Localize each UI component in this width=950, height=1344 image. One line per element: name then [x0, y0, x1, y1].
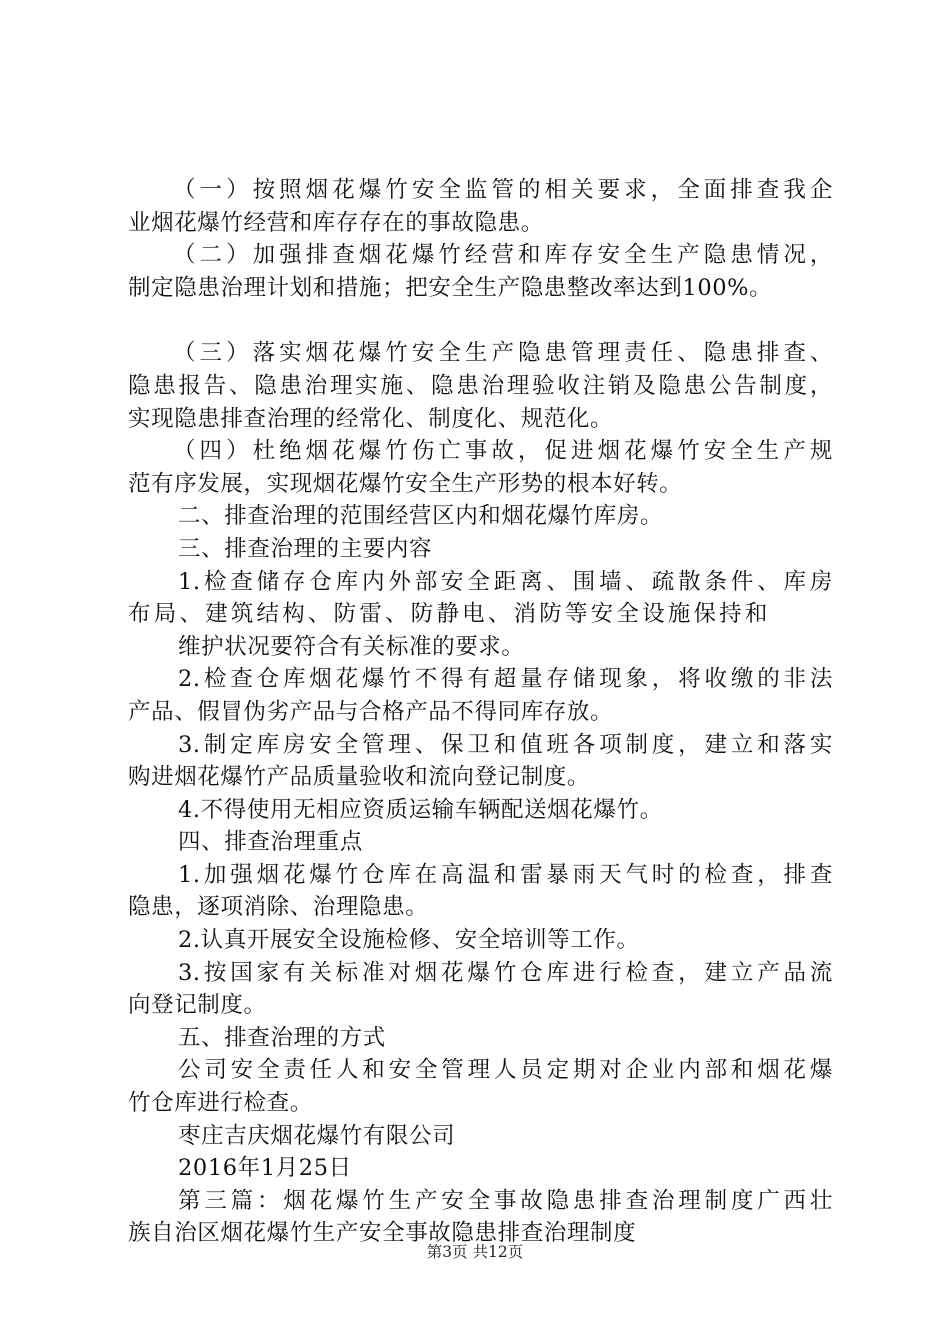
page-number-footer: 第3页 共12页 [426, 1243, 524, 1261]
section-heading: 二、排查治理的范围经营区内和烟花爆竹库房。 [178, 503, 664, 530]
section-heading: 五、排查治理的方式 [178, 1024, 386, 1051]
paragraph-line: 1.检查储存仓库内外部安全距离、围墙、疏散条件、库房 [178, 568, 833, 595]
paragraph-line: 4.不得使用无相应资质运输车辆配送烟花爆竹。 [178, 796, 663, 823]
paragraph-line: 公司安全责任人和安全管理人员定期对企业内部和烟花爆 [178, 1057, 833, 1084]
paragraph-line: 布局、建筑结构、防雷、防静电、消防等安全设施保持和 [128, 601, 768, 628]
paragraph-line: 产品、假冒伪劣产品与合格产品不得同库存放。 [128, 698, 614, 725]
paragraph-line: 实现隐患排查治理的经常化、制度化、规范化。 [128, 405, 614, 432]
document-date: 2016年1月25日 [178, 1155, 352, 1182]
paragraph-line: 2.认真开展安全设施检修、安全培训等工作。 [178, 927, 640, 954]
section-heading: 三、排查治理的主要内容 [178, 535, 433, 562]
company-name: 枣庄吉庆烟花爆竹有限公司 [178, 1122, 456, 1149]
paragraph-gap [128, 304, 833, 337]
paragraph-line: 购进烟花爆竹产品质量验收和流向登记制度。 [128, 764, 591, 791]
paragraph-line: （二）加强排查烟花爆竹经营和库存安全生产隐患情况， [173, 242, 833, 269]
document-body [128, 174, 833, 1250]
paragraph-line: （三）落实烟花爆竹安全生产隐患管理责任、隐患排查、 [173, 340, 833, 367]
paragraph-line: 2.检查仓库烟花爆竹不得有超量存储现象，将收缴的非法 [178, 666, 833, 693]
paragraph-line: 3.按国家有关标准对烟花爆竹仓库进行检查，建立产品流 [178, 959, 833, 986]
paragraph-line: （一）按照烟花爆竹安全监管的相关要求，全面排查我企 [173, 177, 833, 203]
paragraph-line: 3.制定库房安全管理、保卫和值班各项制度，建立和落实 [178, 731, 833, 758]
paragraph-line: 隐患报告、隐患治理实施、隐患治理验收注销及隐患公告制度， [128, 372, 833, 399]
paragraph-line: （四）杜绝烟花爆竹伤亡事故，促进烟花爆竹安全生产规 [173, 438, 833, 465]
paragraph-line: 第三篇：烟花爆竹生产安全事故隐患排查治理制度广西壮 [178, 1187, 833, 1214]
paragraph-line: 向登记制度。 [128, 992, 267, 1019]
paragraph-line: 维护状况要符合有关标准的要求。 [178, 633, 525, 660]
paragraph-line: 范有序发展，实现烟花爆竹安全生产形势的根本好转。 [128, 470, 683, 497]
paragraph-line: 制定隐患治理计划和措施；把安全生产隐患整改率达到100%。 [128, 274, 773, 301]
paragraph-line: 隐患，逐项消除、治理隐患。 [128, 894, 429, 921]
paragraph-line: 1.加强烟花爆竹仓库在高温和雷暴雨天气时的检查，排查 [178, 861, 833, 888]
paragraph-line: 族自治区烟花爆竹生产安全事故隐患排查治理制度 [128, 1220, 637, 1247]
section-heading: 四、排查治理重点 [178, 829, 363, 856]
paragraph-line: 业烟花爆竹经营和库存存在的事故隐患。 [128, 209, 544, 236]
paragraph-line: 竹仓库进行检查。 [128, 1090, 313, 1117]
